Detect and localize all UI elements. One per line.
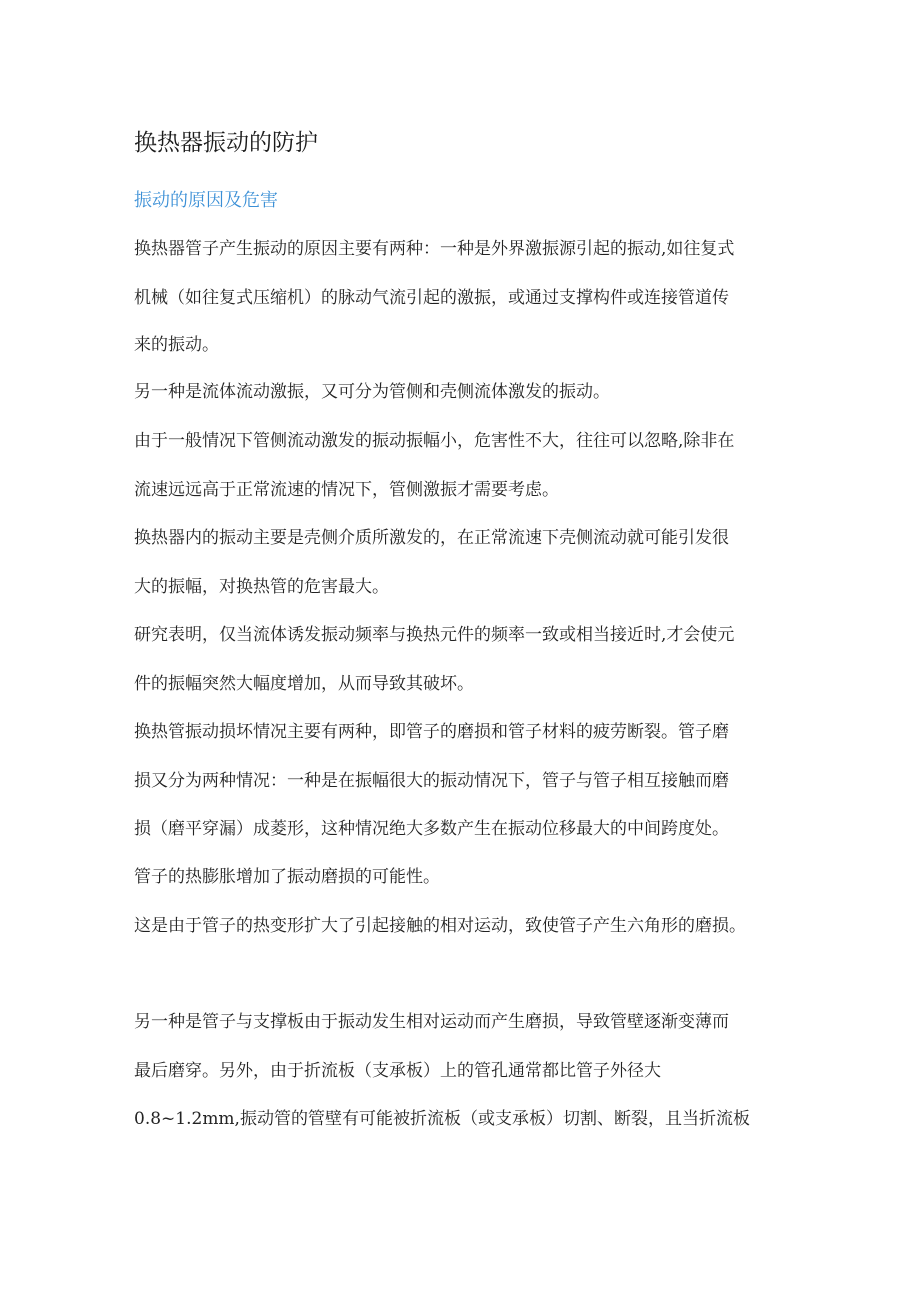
paragraph-line: 研究表明，仅当流体诱发振动频率与换热元件的频率一致或相当接近时,才会使元 [134, 625, 735, 645]
paragraph-line: 由于一般情况下管侧流动激发的振动振幅小，危害性不大，往往可以忽略,除非在 [134, 431, 735, 451]
paragraph-line: 管子的热膨胀增加了振动磨损的可能性。 [134, 867, 440, 887]
paragraph-line: 这是由于管子的热变形扩大了引起接触的相对运动，致使管子产生六角形的磨损。 [134, 916, 746, 936]
paragraph-line: 流速远远高于正常流速的情况下，管侧激振才需要考虑。 [134, 480, 559, 500]
paragraph-line: 换热管振动损坏情况主要有两种，即管子的磨损和管子材料的疲劳断裂。管子磨 [134, 722, 729, 742]
paragraph-line: 0.8~1.2mm,振动管的管壁有可能被折流板（或支承板）切割、断裂，且当折流板 [134, 1109, 750, 1129]
paragraph-line: 另一种是流体流动激振，又可分为管侧和壳侧流体激发的振动。 [134, 382, 610, 402]
document-title: 换热器振动的防护 [134, 130, 318, 156]
paragraph-line: 损又分为两种情况：一种是在振幅很大的振动情况下，管子与管子相互接触而磨 [134, 771, 729, 791]
paragraph-line: 机械（如往复式压缩机）的脉动气流引起的激振，或通过支撑构件或连接管道传 [134, 288, 729, 308]
paragraph-line: 件的振幅突然大幅度增加，从而导致其破坏。 [134, 674, 474, 694]
section-heading: 振动的原因及危害 [134, 190, 278, 211]
paragraph-line: 来的振动。 [134, 335, 219, 355]
paragraph-line: 另一种是管子与支撑板由于振动发生相对运动而产生磨损，导致管壁逐渐变薄而 [134, 1012, 729, 1032]
paragraph-line: 换热器内的振动主要是壳侧介质所激发的，在正常流速下壳侧流动就可能引发很 [134, 528, 729, 548]
paragraph-line: 换热器管子产生振动的原因主要有两种：一种是外界激振源引起的振动,如往复式 [134, 239, 735, 259]
paragraph-line: 大的振幅，对换热管的危害最大。 [134, 577, 389, 597]
paragraph-line: 损（磨平穿漏）成菱形，这种情况绝大多数产生在振动位移最大的中间跨度处。 [134, 819, 729, 839]
paragraph-line: 最后磨穿。另外，由于折流板（支承板）上的管孔通常都比管子外径大 [134, 1061, 661, 1081]
